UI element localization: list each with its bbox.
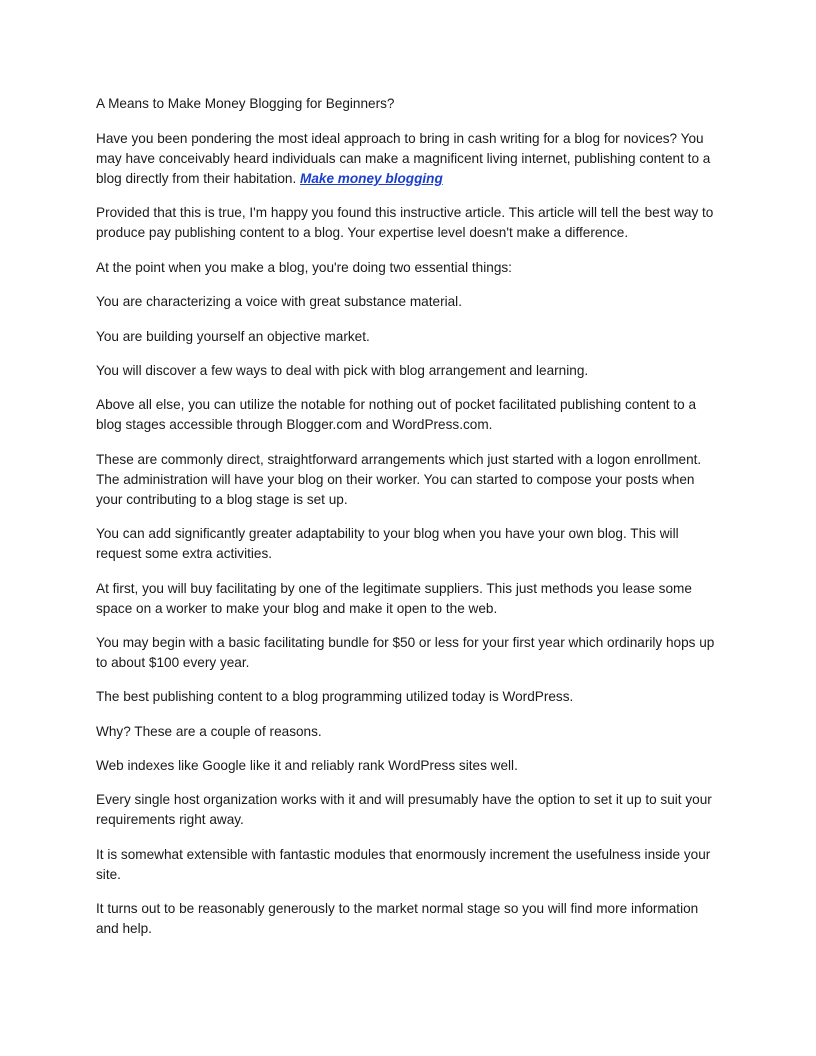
make-money-blogging-link[interactable]: Make money blogging [300,171,443,186]
paragraph: Provided that this is true, I'm happy you found this instructive article. This article will tell the best way to produce pay publishing content to a blog. Your expertise level doesn't make a difference. [96,205,714,241]
paragraph: Every single host organization works with it and will presumably have the option to set it up to suit your requirements right away. [96,792,712,828]
paragraph: It is somewhat extensible with fantastic modules that enormously increment the usefulness inside your site. [96,846,711,882]
paragraph: These are commonly direct, straightforward arrangements which just started with a logon enrollment. The administration will have your blog on their worker. You can started to compose your posts when your contributing to a blog stage is set up. [96,451,702,507]
document-title: A Means to Make Money Blogging for Beginners? [96,96,395,111]
paragraph: At first, you will buy facilitating by one of the legitimate suppliers. This just methods you lease some space on a worker to make your blog and make it open to the web. [96,580,692,616]
paragraph: At the point when you make a blog, you're doing two essential things: [96,259,512,275]
paragraph: You can add significantly greater adaptability to your blog when you have your own blog. This will request some extra activities. [96,526,679,562]
paragraph: You will discover a few ways to deal with pick with blog arrangement and learning. [96,362,589,378]
paragraph: You are building yourself an objective market. [96,328,370,344]
intro-text: Have you been pondering the most ideal approach to bring in cash writing for a blog for novices? You may have conceivably heard individuals can make a magnificent living internet, publishing content to a blog directly from their habitation. [96,131,711,186]
paragraph: You are characterizing a voice with great substance material. [96,294,462,310]
paragraph: It turns out to be reasonably generously to the market normal stage so you will find more information and help. [96,901,699,937]
paragraph: Why? These are a couple of reasons. [96,723,322,739]
document-body [96,94,720,954]
paragraph: Above all else, you can utilize the notable for nothing out of pocket facilitated publishing content to a blog stages accessible through Blogger.com and WordPress.com. [96,397,697,433]
paragraph: Web indexes like Google like it and reliably rank WordPress sites well. [96,758,518,774]
paragraph: You may begin with a basic facilitating bundle for $50 or less for your first year which ordinarily hops up to about $100 every year. [96,634,715,670]
paragraph: The best publishing content to a blog programming utilized today is WordPress. [96,689,574,705]
intro-paragraph [96,129,720,189]
